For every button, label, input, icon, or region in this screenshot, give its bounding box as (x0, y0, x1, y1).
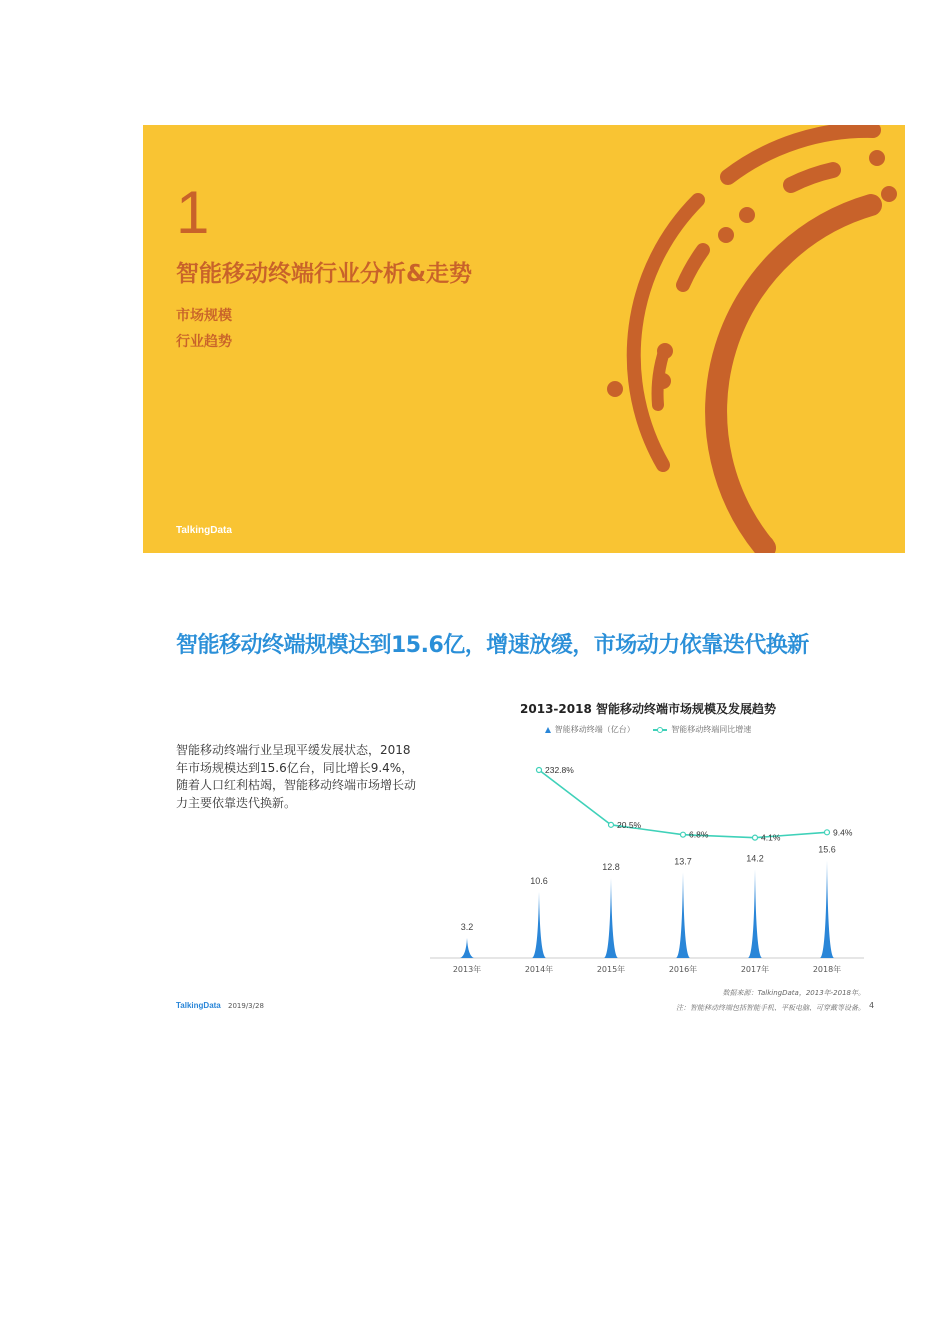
bar-value-label: 15.6 (818, 844, 836, 855)
bar-value-label: 14.2 (746, 853, 764, 864)
bar-value-label: 10.6 (530, 875, 548, 886)
x-tick-label: 2018年 (812, 965, 842, 974)
upper-short-arc (791, 170, 833, 185)
growth-point (753, 835, 758, 840)
spike-bar (604, 878, 618, 958)
x-tick-label: 2017年 (740, 965, 770, 974)
dot (869, 150, 885, 166)
growth-point (609, 822, 614, 827)
spike-bar (460, 938, 474, 958)
dot (607, 381, 623, 397)
growth-value-label: 9.4% (833, 827, 853, 838)
growth-value-label: 20.5% (617, 819, 642, 830)
market-chart (430, 740, 866, 980)
subtitle-industry-trend: 行业趋势 (176, 334, 232, 350)
short-arc (683, 250, 703, 285)
slide-date: 2019/3/28 (228, 1002, 264, 1010)
growth-line (539, 770, 827, 838)
growth-value-label: 232.8% (545, 765, 574, 775)
dot (758, 536, 774, 552)
section-cover-slide (143, 125, 905, 553)
spike-bar (676, 872, 690, 958)
decorative-arcs (143, 125, 905, 553)
section-title: 智能移动终端行业分析&走势 (176, 261, 473, 287)
spike-bar (532, 892, 546, 958)
triangle-icon (545, 727, 551, 733)
dot (657, 343, 673, 359)
brand-logo: TalkingData (176, 525, 232, 536)
legend-item-growth (653, 724, 751, 735)
bar-value-label: 3.2 (460, 922, 474, 932)
description-text: 智能移动终端行业呈现平缓发展状态，2018年市场规模达到15.6亿台，同比增长9.4%，随着人口红利枯竭，智能移动终端市场增长动力主要依靠迭代换新。 (176, 743, 417, 810)
legend-label: 智能移动终端同比增速 (671, 725, 752, 734)
growth-value-label: 4.1% (761, 832, 781, 843)
outer-arc (716, 205, 871, 548)
dot (718, 227, 734, 243)
bar-value-label: 12.8 (602, 862, 620, 872)
middle-arc (634, 200, 698, 465)
legend-label: 智能移动终端（亿台） (554, 725, 635, 734)
page-number: 4 (869, 1001, 875, 1010)
dot (739, 207, 755, 223)
dot (881, 186, 897, 202)
x-tick-label: 2014年 (524, 965, 554, 974)
chart-title: 2013-2018 智能移动终端市场规模及发展趋势 (520, 702, 776, 716)
bar-value-label: 13.7 (674, 856, 692, 867)
section-number: 1 (176, 179, 210, 246)
chart-legend (430, 724, 866, 735)
source-note: 数据来源：TalkingData，2013年-2018年。 (722, 989, 865, 997)
spike-bar (820, 861, 834, 959)
growth-point (681, 832, 686, 837)
slide-title: 智能移动终端规模达到15.6亿，增速放缓，市场动力依靠迭代换新 (176, 633, 809, 658)
x-tick-label: 2016年 (668, 965, 698, 974)
upper-arc (728, 130, 873, 177)
x-tick-label: 2015年 (596, 965, 626, 974)
legend-item-devices (545, 724, 635, 735)
growth-value-label: 6.8% (689, 829, 709, 840)
spike-bar (748, 869, 762, 958)
growth-point (537, 768, 542, 773)
line-marker-icon (653, 729, 667, 731)
dot (655, 373, 671, 389)
subtitle-market-scale: 市场规模 (176, 308, 232, 324)
growth-point (825, 830, 830, 835)
brand-logo: TalkingData (176, 1001, 221, 1010)
x-tick-label: 2013年 (452, 965, 482, 974)
footnote: 注：智能移动终端包括智能手机、平板电脑、可穿戴等设备。 (676, 1004, 865, 1012)
